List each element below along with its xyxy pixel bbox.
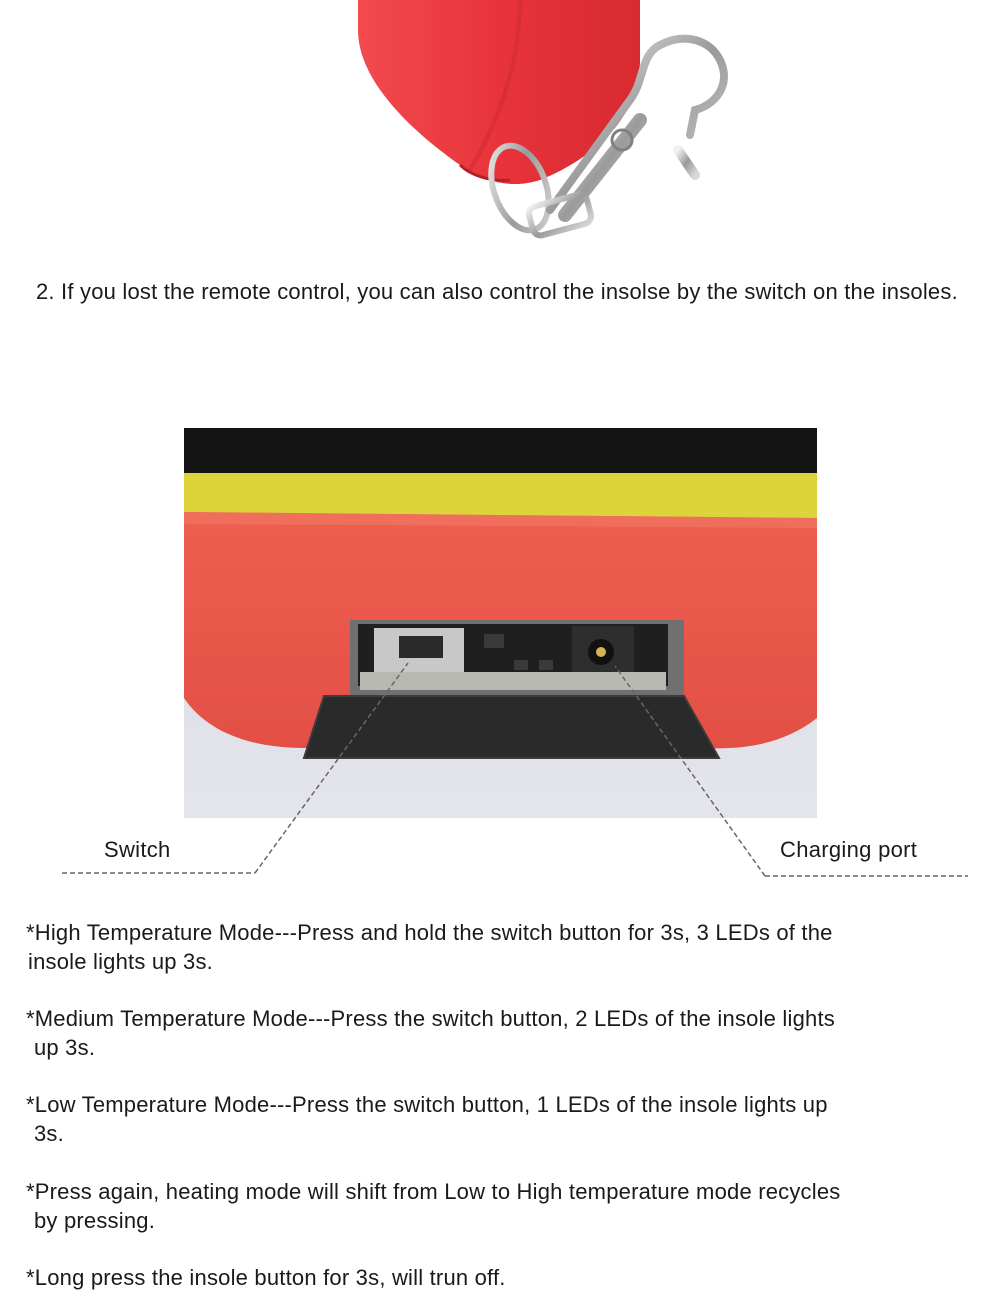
- insole-photo: [184, 428, 817, 818]
- mode-line: up 3s.: [34, 1035, 96, 1060]
- remote-control-illustration: [340, 0, 760, 250]
- high-temp-mode-text: [26, 918, 976, 976]
- medium-temp-mode-text: [26, 1004, 976, 1062]
- charging-port-label: Charging port: [780, 837, 918, 862]
- switch-button-icon: [374, 628, 464, 672]
- mode-line: *High Temperature Mode---Press and hold the switch button for 3s, 3 LEDs of the: [26, 920, 833, 945]
- mode-line: 3s.: [34, 1121, 64, 1146]
- mode-line: by pressing.: [34, 1208, 156, 1233]
- mode-line: *Low Temperature Mode---Press the switch button, 1 LEDs of the insole lights up: [26, 1092, 828, 1117]
- mode-line: *Long press the insole button for 3s, will trun off.: [26, 1265, 506, 1290]
- charging-port-icon: [572, 626, 634, 672]
- cycle-mode-text: [26, 1177, 976, 1235]
- switch-label: Switch: [104, 837, 171, 862]
- low-temp-mode-text: [26, 1090, 976, 1148]
- mode-line: insole lights up 3s.: [28, 949, 213, 974]
- mode-line: *Medium Temperature Mode---Press the switch button, 2 LEDs of the insole lights: [26, 1006, 835, 1031]
- turn-off-text: [26, 1263, 976, 1292]
- intro-paragraph: 2. If you lost the remote control, you can also control the insolse by the switch on the insoles.: [36, 279, 958, 304]
- mode-line: *Press again, heating mode will shift from Low to High temperature mode recycles: [26, 1179, 841, 1204]
